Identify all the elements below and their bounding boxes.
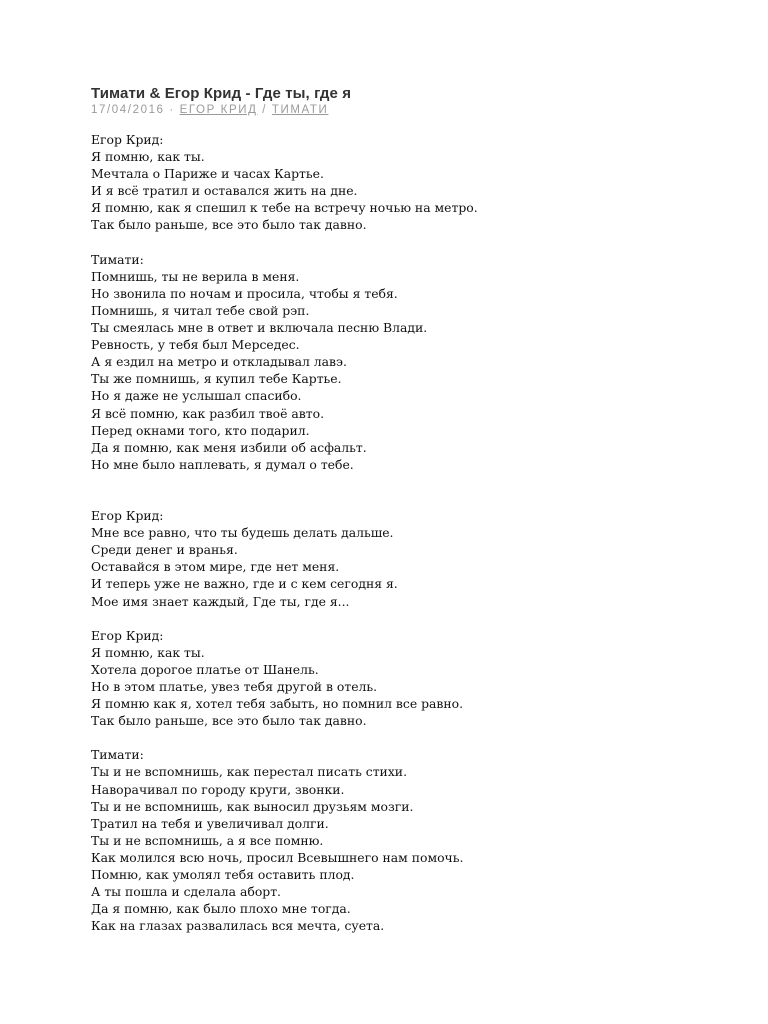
lyric-line: Среди денег и вранья. <box>91 542 238 558</box>
stanza-gap <box>91 234 731 251</box>
lyric-line: Ты смеялась мне в ответ и включала песню Влади. <box>91 320 428 336</box>
lyric-line: Ты и не вспомнишь, как перестал писать стихи. <box>91 764 408 780</box>
lyric-line: Хотела дорогое платье от Шанель. <box>91 661 319 677</box>
lyric-line: Оставайся в этом мире, где нет меня. <box>91 559 340 575</box>
lyric-line: Я помню, как ты. <box>91 149 205 165</box>
lyric-line: Но звонила по ночам и просила, чтобы я тебя. <box>91 285 398 301</box>
lyric-line: Да я помню, как меня избили об асфальт. <box>91 439 367 455</box>
lyric-line: Тратил на тебя и увеличивал долги. <box>91 815 329 831</box>
lyric-line: Так было раньше, все это было так давно. <box>91 217 367 233</box>
lyric-line: А ты пошла и сделала аборт. <box>91 884 281 900</box>
lyric-line: Так было раньше, все это было так давно. <box>91 713 367 729</box>
lyric-line: Мечтала о Париже и часах Картье. <box>91 166 324 182</box>
meta-separator: · <box>164 104 180 116</box>
verse-1 <box>91 131 731 234</box>
lyric-line: Как на глазах развалилась вся мечта, суета. <box>91 918 385 934</box>
song-title: Тимати & Егор Крид - Где ты, где я <box>91 85 352 102</box>
verse-5 <box>91 746 731 934</box>
lyrics-body <box>91 131 731 934</box>
lyric-line: Но в этом платье, увез тебя другой в отель. <box>91 679 378 694</box>
tag-separator: / <box>257 104 272 116</box>
tag-link-timati[interactable]: ТИМАТИ <box>271 104 329 116</box>
lyric-line: Ты же помнишь, я купил тебе Картье. <box>91 371 342 387</box>
lyric-line: Я помню, как ты. <box>91 644 205 660</box>
lyric-line: Мне все равно, что ты будешь делать дальше. <box>91 525 394 541</box>
post-meta <box>91 103 731 117</box>
lyric-line: Ты и не вспомнишь, как выносил друзьям мозги. <box>91 798 414 814</box>
verse-speaker: Тимати: <box>91 251 144 267</box>
verse-speaker: Егор Крид: <box>91 508 164 524</box>
lyric-line: Ты и не вспомнишь, а я все помню. <box>91 832 324 848</box>
lyric-line: Перед окнами того, кто подарил. <box>91 422 310 438</box>
lyric-line: Помнишь, ты не верила в меня. <box>91 268 300 284</box>
verse-4 <box>91 627 731 730</box>
verse-2 <box>91 251 731 473</box>
verse-3 <box>91 507 731 610</box>
lyric-line: А я ездил на метро и откладывал лавэ. <box>91 354 347 370</box>
lyric-line: Я помню, как я спешил к тебе на встречу ночью на метро. <box>91 200 478 216</box>
lyric-line: Наворачивал по городу круги, звонки. <box>91 781 345 797</box>
lyric-line: Как молился всю ночь, просил Всевышнего нам помочь. <box>91 849 464 865</box>
lyric-line: Я всё помню, как разбил твоё авто. <box>91 405 325 421</box>
tag-link-egor-kreed[interactable]: ЕГОР КРИД <box>179 104 258 116</box>
lyric-line: И я всё тратил и оставался жить на дне. <box>91 183 358 199</box>
stanza-gap <box>91 473 731 507</box>
lyric-line: И теперь уже не важно, где и с кем сегодня я. <box>91 576 398 592</box>
lyric-line: Помнишь, я читал тебе свой рэп. <box>91 302 310 318</box>
verse-speaker: Тимати: <box>91 747 144 763</box>
stanza-gap <box>91 729 731 746</box>
lyric-line: Но я даже не услышал спасибо. <box>91 388 302 404</box>
lyric-line: Да я помню, как было плохо мне тогда. <box>91 901 351 917</box>
verse-speaker: Егор Крид: <box>91 132 164 147</box>
verse-speaker: Егор Крид: <box>91 627 164 643</box>
lyric-line: Ревность, у тебя был Мерседес. <box>91 337 300 353</box>
lyrics-page <box>91 84 731 934</box>
lyric-line: Мое имя знает каждый, Где ты, где я... <box>91 593 350 609</box>
post-date: 17/04/2016 <box>91 104 165 116</box>
stanza-gap <box>91 610 731 627</box>
lyric-line: Но мне было наплевать, я думал о тебе. <box>91 456 354 472</box>
lyric-line: Помню, как умолял тебя оставить плод. <box>91 867 355 883</box>
lyric-line: Я помню как я, хотел тебя забыть, но помнил все равно. <box>91 696 464 712</box>
